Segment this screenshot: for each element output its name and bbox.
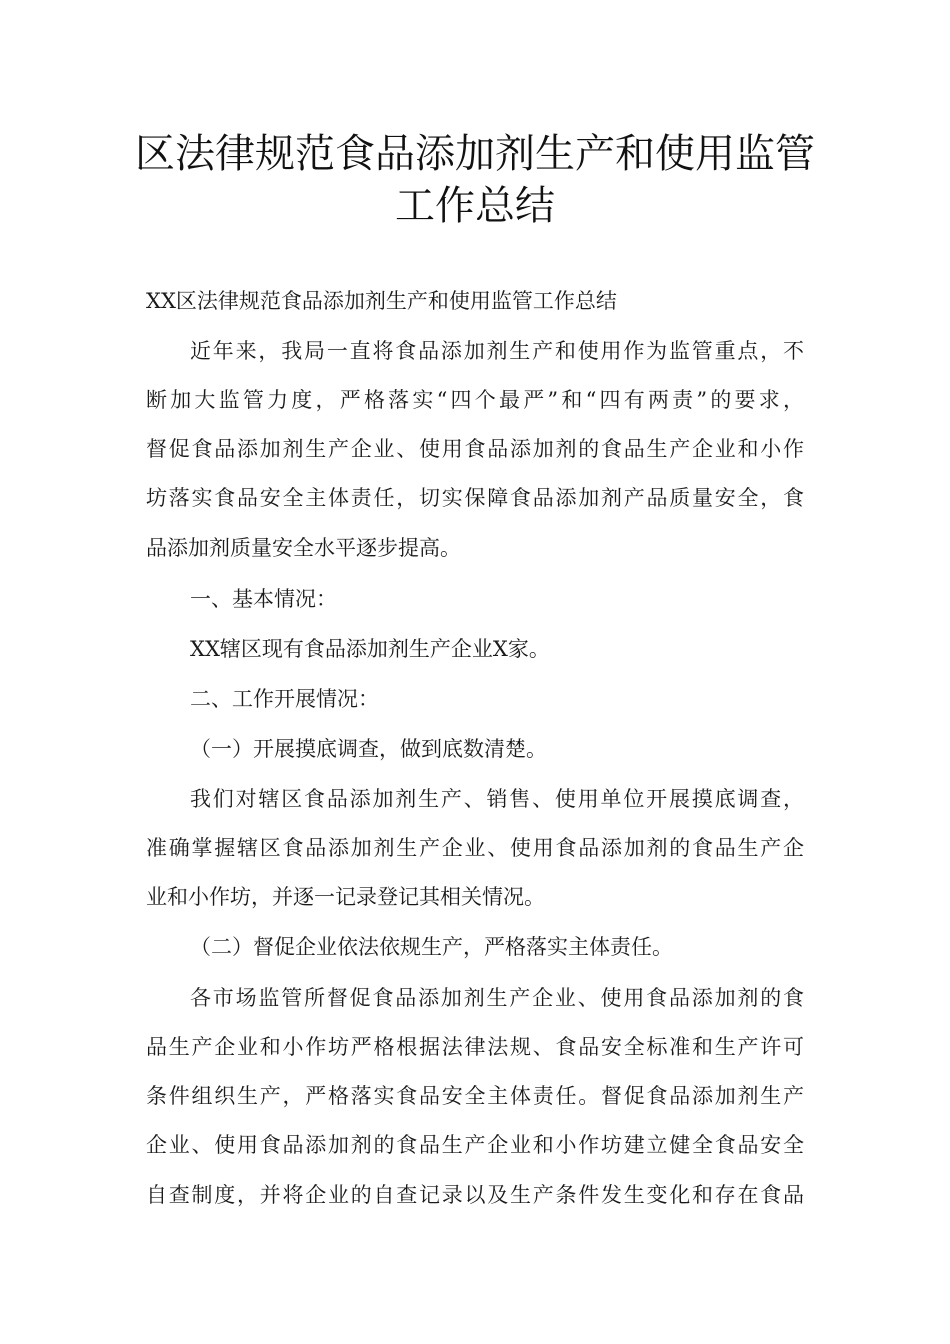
paragraph-line: 督促食品添加剂生产企业、使用食品添加剂的食品生产企业和小作 (146, 437, 804, 461)
paragraph-line: 各市场监管所督促食品添加剂生产企业、使用食品添加剂的食 (190, 986, 804, 1010)
paragraph-line: 品添加剂质量安全水平逐步提高。 (146, 536, 461, 560)
section-text-basic: XX辖区现有食品添加剂生产企业X家。 (190, 637, 550, 661)
subsection-heading-1: （一）开展摸底调查，做到底数清楚。 (190, 737, 547, 761)
document-subtitle: XX区法律规范食品添加剂生产和使用监管工作总结 (146, 289, 617, 313)
paragraph-line: 准确掌握辖区食品添加剂生产企业、使用食品添加剂的食品生产企 (146, 836, 804, 860)
paragraph-line: 坊落实食品安全主体责任，切实保障食品添加剂产品质量安全，食 (146, 486, 804, 510)
paragraph-line: 近年来，我局一直将食品添加剂生产和使用作为监管重点，不 (190, 339, 804, 363)
paragraph-line: 品生产企业和小作坊严格根据法律法规、食品安全标准和生产许可 (146, 1035, 804, 1059)
section-heading-basic: 一、基本情况： (190, 587, 337, 611)
document-title-line-2: 工作总结 (395, 183, 555, 229)
subsection-heading-2: （二）督促企业依法依规生产，严格落实主体责任。 (190, 935, 673, 959)
document-title-line-1: 区法律规范食品添加剂生产和使用监管 (135, 131, 815, 177)
paragraph-line: 企业、使用食品添加剂的食品生产企业和小作坊建立健全食品安全 (146, 1133, 804, 1157)
paragraph-line: 我们对辖区食品添加剂生产、销售、使用单位开展摸底调查， (190, 787, 804, 811)
paragraph-line: 断加大监管力度，严格落实“四个最严”和“四有两责”的要求， (146, 388, 804, 412)
paragraph-line: 业和小作坊，并逐一记录登记其相关情况。 (146, 885, 545, 909)
paragraph-line: 条件组织生产，严格落实食品安全主体责任。督促食品添加剂生产 (146, 1084, 804, 1108)
section-heading-work: 二、工作开展情况： (190, 687, 379, 711)
paragraph-line: 自查制度，并将企业的自查记录以及生产条件发生变化和存在食品 (146, 1183, 804, 1207)
